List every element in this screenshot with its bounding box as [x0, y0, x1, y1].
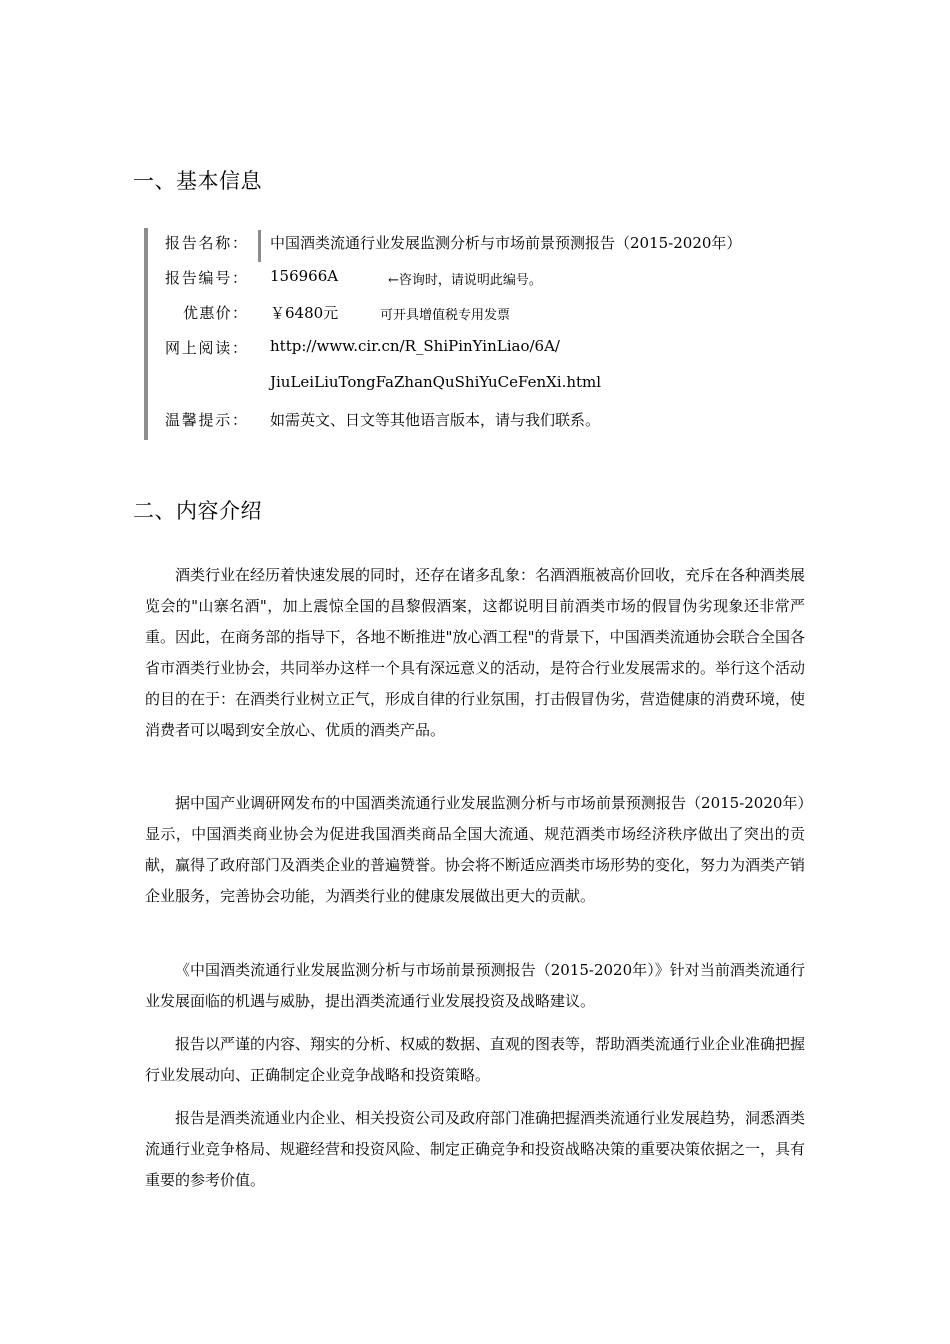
price-note: 可开具增值税专用发票: [380, 308, 511, 323]
price-value: ￥6480元: [270, 304, 339, 322]
online-url-line2[interactable]: JiuLeiLiuTongFaZhanQuShiYuCeFenXi.html: [270, 373, 602, 391]
content-paragraph-2: 据中国产业调研网发布的中国酒类流通行业发展监测分析与市场前景预测报告（2015-2020年）显示，中国酒类商业协会为促进我国酒类商品全国大流通、规范酒类市场经济秩序做出了突出的贡献，赢得了政府部门及酒类企业的普遍赞誉。协会将不断适应酒类市场形势的变化，努力为酒类产销企业服务，完善协会功能，为酒类行业的健康发展做出更大的贡献。: [145, 794, 806, 905]
online-url-line1[interactable]: http://www.cir.cn/R_ShiPinYinLiao/6A/: [270, 337, 560, 355]
tip-value: 如需英文、日文等其他语言版本，请与我们联系。: [270, 411, 601, 429]
section-title-content-intro: 二、内容介绍: [133, 499, 262, 523]
content-paragraph-3: 《中国酒类流通行业发展监测分析与市场前景预测报告（2015-2020年）》针对当前酒类流通行业发展面临的机遇与威胁，提出酒类流通行业发展投资及战略建议。: [145, 961, 805, 1010]
report-name-value: 中国酒类流通行业发展监测分析与市场前景预测报告（2015-2020年）: [270, 234, 742, 252]
info-block-border: [144, 228, 148, 440]
section-title-basic-info: 一、基本信息: [133, 169, 262, 193]
report-no-value: 156966A: [270, 267, 339, 285]
report-no-label: 报告编号：: [165, 269, 247, 287]
report-name-label: 报告名称：: [165, 234, 247, 252]
price-label: 优惠价：: [183, 304, 247, 322]
report-name-marker: [258, 230, 261, 262]
report-no-note: ←咨询时，请说明此编号。: [388, 273, 542, 288]
content-paragraph-1: 酒类行业在经历着快速发展的同时，还存在诸多乱象：名酒酒瓶被高价回收，充斥在各种酒类展览会的"山寨名酒"，加上震惊全国的昌黎假酒案，这都说明目前酒类市场的假冒伪劣现象还非常严重。因此，在商务部的指导下，各地不断推进"放心酒工程"的背景下，中国酒类流通协会联合全国各省市酒类行业协会，共同举办这样一个具有深远意义的活动，是符合行业发展需求的。举行这个活动的目的在于：在酒类行业树立正气，形成自律的行业氛围，打击假冒伪劣，营造健康的消费环境，使消费者可以喝到安全放心、优质的酒类产品。: [145, 566, 806, 739]
content-paragraph-5: 报告是酒类流通业内企业、相关投资公司及政府部门准确把握酒类流通行业发展趋势，洞悉酒类流通行业竞争格局、规避经营和投资风险、制定正确竞争和投资战略决策的重要决策依据之一，具有重要的参考价值。: [145, 1109, 806, 1189]
tip-label: 温馨提示：: [165, 411, 247, 429]
content-paragraph-4: 报告以严谨的内容、翔实的分析、权威的数据、直观的图表等，帮助酒类流通行业企业准确把握行业发展动向、正确制定企业竞争战略和投资策略。: [145, 1035, 806, 1084]
online-read-label: 网上阅读：: [165, 339, 247, 357]
